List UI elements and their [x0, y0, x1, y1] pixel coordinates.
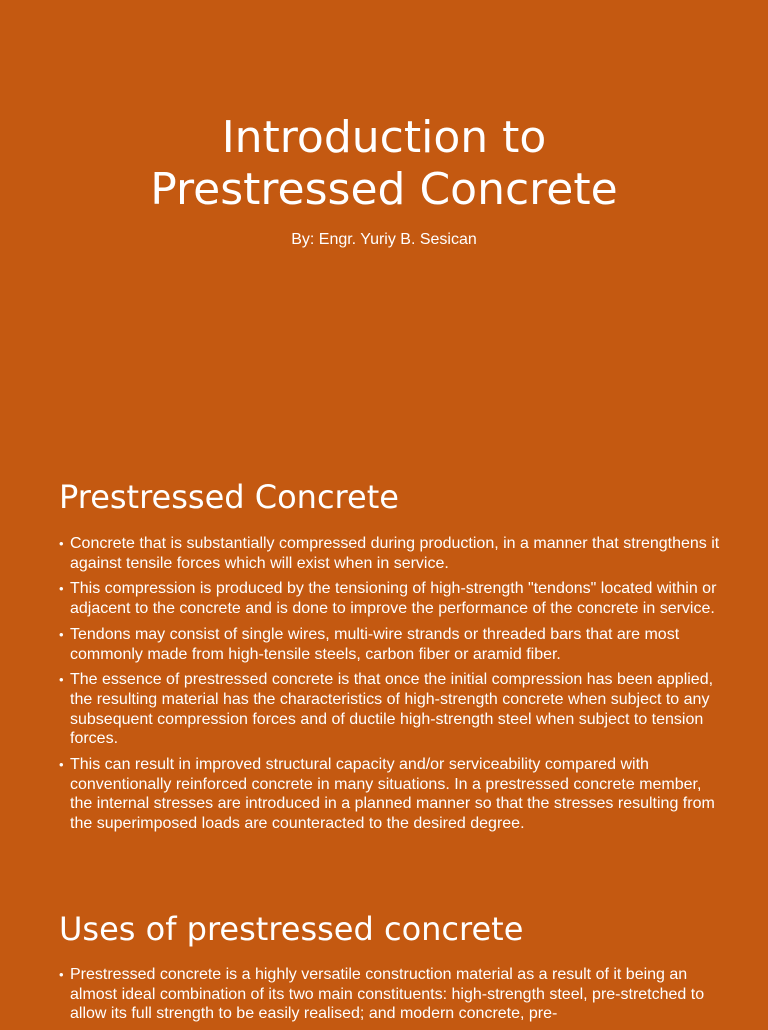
bullet-text: This compression is produced by the tensioning of high-strength "tendons" located within or adjacent to the concrete and is done to improve the performance of the concrete in service.: [70, 580, 717, 618]
presentation-title: [0, 112, 768, 216]
list-item: [59, 965, 728, 1024]
bullet-icon: •: [59, 757, 64, 773]
slide-heading: Uses of prestressed concrete: [59, 910, 524, 948]
bullet-text: This can result in improved structural capacity and/or serviceability compared with conventionally reinforced concrete in many situations. In a prestressed concrete member, the internal stresses are introduced in a planned manner so that the stresses resulting from the superimposed loads are counteracted to the desired degree.: [70, 756, 715, 833]
slide-heading: Prestressed Concrete: [59, 478, 399, 516]
bullet-text: Prestressed concrete is a highly versatile construction material as a result of it being an almost ideal combination of its two main constituents: high-strength steel, pre-stretched to allow its full strength to be easily realised; and modern concrete, pre-: [70, 966, 705, 1023]
list-item: [59, 579, 728, 618]
bullet-text: Concrete that is substantially compressed during production, in a manner that strengthens it against tensile forces which will exist when in service.: [70, 535, 720, 572]
bullet-icon: •: [59, 626, 64, 642]
title-slide: [0, 0, 768, 432]
bullet-icon: •: [59, 581, 64, 597]
bullet-list: [59, 534, 728, 834]
bullet-icon: •: [59, 967, 64, 982]
author-byline: By: Engr. Yuriy B. Sesican: [291, 231, 477, 248]
list-item: [59, 534, 728, 573]
bullet-text: Tendons may consist of single wires, multi-wire strands or threaded bars that are most commonly made from high-tensile steels, carbon fiber or aramid fiber.: [70, 625, 680, 663]
slide-prestressed-concrete: [0, 477, 768, 840]
list-item: [59, 670, 728, 749]
title-line-1: Introduction to: [221, 112, 547, 163]
bullet-icon: •: [59, 672, 64, 688]
slide-uses-of-prestressed-concrete: [0, 909, 768, 1030]
bullet-icon: •: [59, 536, 64, 551]
list-item: [59, 625, 728, 664]
title-line-2: Prestressed Concrete: [150, 164, 618, 215]
list-item: [59, 755, 728, 834]
bullet-text: The essence of prestressed concrete is that once the initial compression has been applied, the resulting material has the characteristics of high-strength concrete when subject to any subsequent compression forces and of ductile high-strength steel when subject to tension forces.: [70, 671, 714, 748]
bullet-list: [59, 965, 728, 1024]
